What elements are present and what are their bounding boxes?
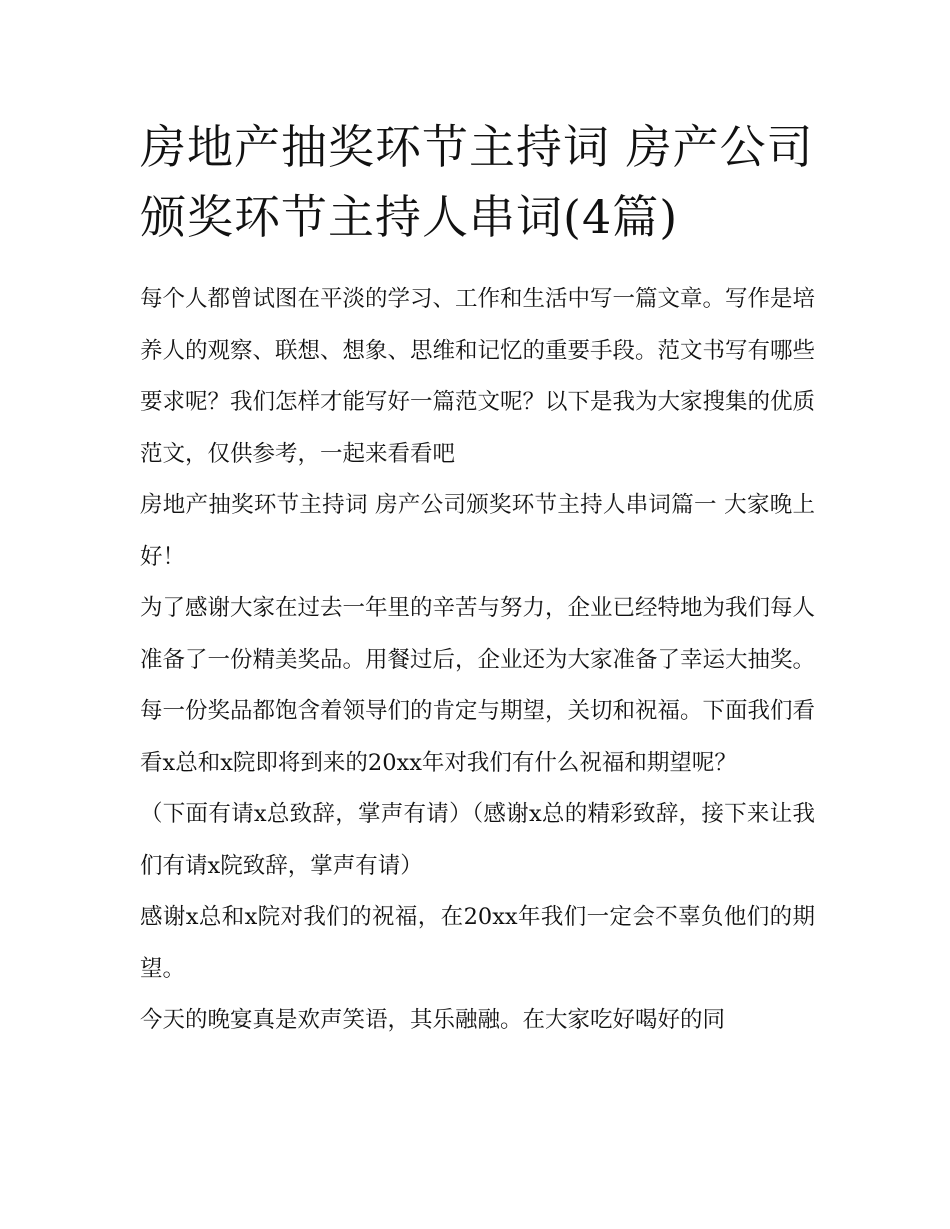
paragraph-speech-invite: （下面有请x总致辞，掌声有请）（感谢x总的精彩致辞，接下来让我们有请x院致辞，掌声有请） xyxy=(140,801,815,879)
paragraph-section-heading: 房地产抽奖环节主持词 房产公司颁奖环节主持人串词篇一 大家晚上好！ xyxy=(140,492,815,570)
paragraph-gratitude: 感谢x总和x院对我们的祝福，在20xx年我们一定会不辜负他们的期望。 xyxy=(140,904,815,982)
paragraph-banquet: 今天的晚宴真是欢声笑语，其乐融融。在大家吃好喝好的同 xyxy=(140,1007,726,1033)
document-title: 房地产抽奖环节主持词 房产公司颁奖环节主持人串词(4篇) xyxy=(140,120,814,244)
paragraph-thanks: 为了感谢大家在过去一年里的辛苦与努力，企业已经特地为我们每人准备了一份精美奖品。用餐过后，企业还为大家准备了幸运大抽奖。每一份奖品都饱含着领导们的肯定与期望，关切和祝福。下面我们看看x总和x院即将到来的20xx年对我们有什么祝福和期望呢？ xyxy=(140,595,816,776)
paragraph-intro: 每个人都曾试图在平淡的学习、工作和生活中写一篇文章。写作是培养人的观察、联想、想象、思维和记忆的重要手段。范文书写有哪些要求呢？我们怎样才能写好一篇范文呢？以下是我为大家搜集的优质范文，仅供参考，一起来看看吧 xyxy=(140,286,816,467)
document-page xyxy=(140,112,815,1047)
